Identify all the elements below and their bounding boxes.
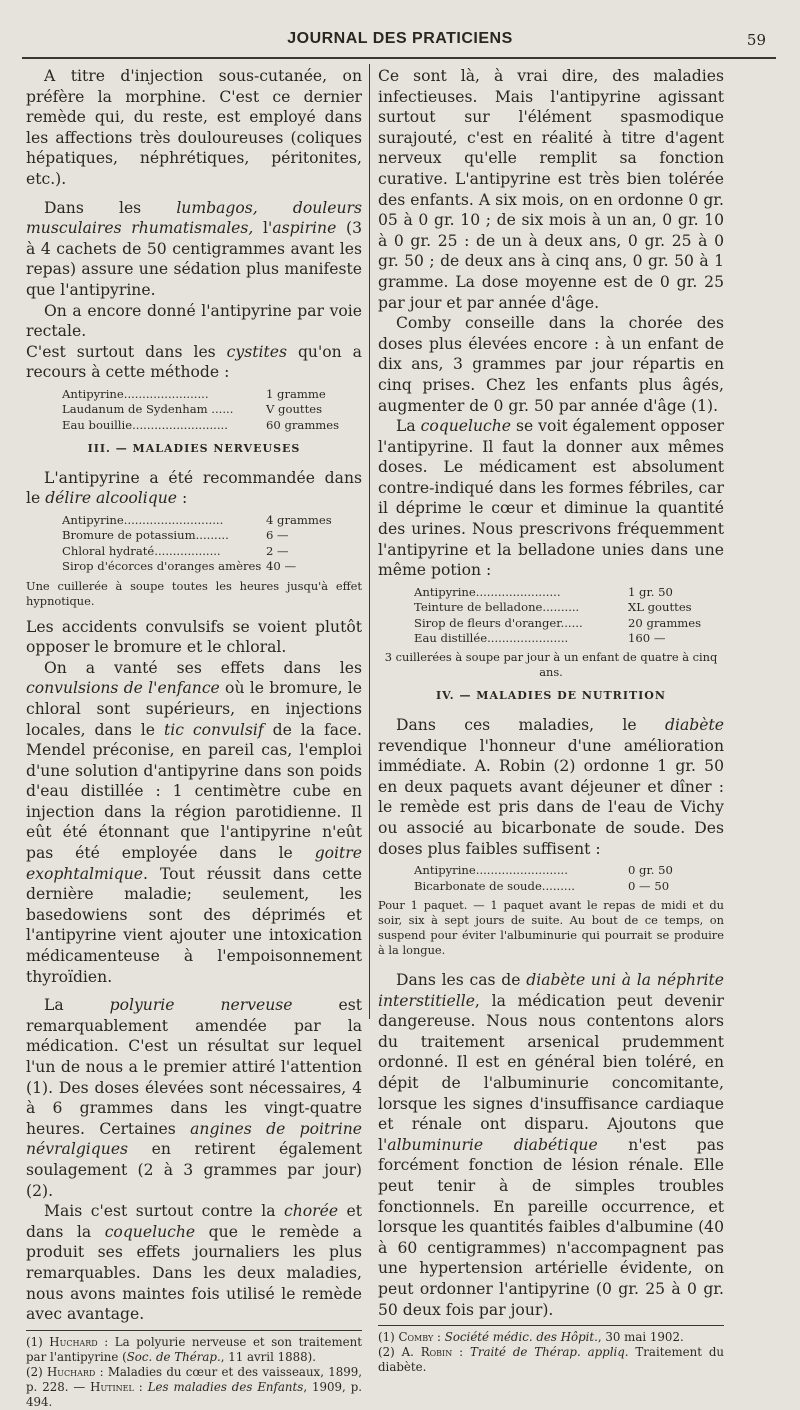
paragraph: On a encore donné l'antipyrine par voie rectale.: [26, 301, 362, 341]
paragraph: Ce sont là, à vrai dire, des maladies infectieuses. Mais l'antipyrine agissant surtout sur l'élément spasmodique surajouté, c'est en réalité à titre d'agent nerveux qu'elle remplit sa fonction curative. L'antipyrine est très bien tolérée des enfants. A six mois, on en ordonne 0 gr. 05 à 0 gr. 10 ; de six mois à un an, 0 gr. 10 à 0 gr. 25 : de un à deux ans, 0 gr. 25 à 0 gr. 50 ; de deux ans à cinq ans, 0 gr. 50 à 1 gramme. La dose moyenne est de 0 gr. 25 par jour et par année d'âge.: [378, 67, 724, 312]
footnote: (1) Comby : Société médic. des Hôpit., 30 mai 1902.: [378, 1330, 684, 1345]
prescription-cystites: [62, 387, 362, 433]
section-heading: III. — MALADIES NERVEUSES: [87, 442, 301, 456]
page-header: [20, 26, 780, 54]
prescription-row: Sirop de fleurs d'oranger...... 20 grammes: [414, 615, 702, 630]
prescription-row: Bromure de potassium......... 6 —: [62, 528, 289, 543]
running-title: JOURNAL DES PRATICIENS: [287, 30, 513, 47]
prescription-note: Une cuillerée à soupe toutes les heures jusqu'à effet hypnotique.: [26, 578, 362, 608]
paragraph: La coqueluche se voit également opposer l'antipyrine. Il faut la donner aux mêmes doses. Le médicament est absolument contre-indiqué dans les formes fébriles, car il déprime le cœur et diminue la quantité des urines. Nous prescrivons fréquemment l'antipyrine et la belladone unies dans une même potion :: [378, 417, 725, 580]
prescription-row: Antipyrine......................... 0 gr. 50: [414, 863, 673, 878]
prescription-note: Pour 1 paquet. — 1 paquet avant le repas de midi et du soir, six à sept jours de suite. Au bout de ce temps, on suspend pour éviter l'albuminurie qui pourrait se produire à la longue.: [378, 898, 724, 958]
paragraph: Comby conseille dans la chorée des doses plus élevées encore : à un enfant de dix ans, 3 grammes par jour répartis en cinq prises. Chez les enfants plus âgés, augmenter de 0 gr. 50 par année d'âge (1).: [378, 314, 724, 415]
prescription-row: Teinture de belladone.......... XL gouttes: [414, 600, 692, 615]
paragraph: Dans ces maladies, le diabète revendique l'honneur d'une amélioration immédiate. A. Robin (2) ordonne 1 gr. 50 en deux paquets avant déjeuner et dîner : le remède est pris dans de l'eau de Vichy ou associé au bicarbonate de soude. Des doses plus faibles suffisent :: [378, 716, 724, 858]
prescription-row: Bicarbonate de soude......... 0 — 50: [414, 878, 670, 893]
prescription-delire: [62, 513, 362, 575]
footnote: (2) A. Robin : Traité de Thérap. appliq. Traitement du diabète.: [378, 1345, 724, 1375]
page-number: 59: [746, 31, 766, 49]
right-column: [378, 66, 724, 1375]
paragraph: A titre d'injection sous-cutanée, on préfère la morphine. C'est ce dernier remède qui, du reste, est employé dans les affections très douloureuses (coliques hépatiques, néphrétiques, péritonites, etc.).: [26, 67, 362, 188]
prescription-diabete: [414, 863, 724, 894]
prescription-row: Laudanum de Sydenham ...... V gouttes: [62, 402, 323, 417]
paragraph: Dans les cas de diabète uni à la néphrite interstitielle, la médication peut devenir dangereuse. Nous nous contentons alors du traitement arsenical prudemment ordonné. Il est en général bien toléré, en dépit de l'albuminurie concomitante, lorsque les signes d'insuffisance cardiaque et rénale ont disparu. Ajoutons que l'albuminurie diabétique n'est pas forcément fonction de lésion rénale. Elle peut tenir à de simples troubles fonctionnels. En pareille occurrence, et lorsque les quantités faibles d'albumine (40 à 60 centigrammes) n'accompagnent pas une hypertension artérielle évidente, on peut ordonner l'antipyrine (0 gr. 25 à 0 gr. 50 deux fois par jour).: [378, 971, 725, 1319]
footnote: (1) Huchard : La polyurie nerveuse et son traitement par l'antipyrine (Soc. de Thérap., 11 avril 1888).: [26, 1334, 362, 1364]
prescription-row: Eau bouillie.......................... 60 grammes: [62, 417, 340, 432]
prescription-row: Antipyrine....................... 1 gr. 50: [414, 584, 673, 599]
prescription-row: Eau distillée...................... 160 —: [414, 631, 666, 646]
prescription-coqueluche: [414, 585, 724, 647]
prescription-note: 3 cuillerées à soupe par jour à un enfant de quatre à cinq ans.: [384, 650, 718, 680]
header-rule: [22, 57, 776, 59]
paragraph: La polyurie nerveuse est remarquablement amendée par la médication. C'est un résultat sur lequel l'un de nous a le premier attiré l'attention (1). Des doses élevées sont nécessaires, 4 à 6 grammes dans les vingt-quatre heures. Certaines angines de poitrine névralgiques en retirent également soulagement (2 à 3 grammes par jour) (2).: [26, 996, 363, 1200]
column-divider: [369, 64, 370, 1019]
footnote-rule: [26, 1330, 362, 1331]
prescription-row: Chloral hydraté.................. 2 —: [62, 543, 289, 558]
paragraph: Dans les lumbagos, douleurs musculaires rhumatismales, l'aspirine (3 à 4 cachets de 50 centigrammes avant les repas) assure une sédation plus manifeste que l'antipyrine.: [26, 198, 362, 299]
paragraph: L'antipyrine a été recommandée dans le délire alcoolique :: [26, 468, 362, 508]
prescription-row: Antipyrine........................... 4 grammes: [62, 512, 332, 527]
paragraph: Les accidents convulsifs se voient plutôt opposer le bromure et le chloral.: [26, 617, 362, 657]
footnote-rule: [378, 1325, 724, 1326]
prescription-row: Sirop d'écorces d'oranges amères 40 —: [62, 559, 297, 574]
left-column: [26, 66, 362, 1410]
paragraph: On a vanté ses effets dans les convulsions de l'enfance où le bromure, le chloral sont supérieurs, en injections locales, dans le tic convulsif de la face. Mendel préconise, en pareil cas, l'emploi d'une solution d'antipyrine dans son poids d'eau distillée : 1 centimètre cube en injection dans la région parotidienne. Il eût été étonnant que l'antipyrine n'eût pas été employée dans le goitre exophtalmique. Tout réussit dans cette dernière maladie; seulement, les basedowiens sont des déprimés et l'antipyrine vient ajouter une intoxication médicamenteuse à l'empoisonnement thyroïdien.: [26, 658, 363, 986]
prescription-row: Antipyrine....................... 1 gramme: [62, 386, 326, 401]
section-heading: IV. — MALADIES DE NUTRITION: [436, 689, 666, 703]
footnote: (2) Huchard : Maladies du cœur et des vaisseaux, 1899, p. 228. — Hutinel : Les maladies des Enfants, 1909, p. 494.: [26, 1364, 363, 1409]
paragraph: C'est surtout dans les cystites qu'on a recours à cette méthode :: [26, 342, 362, 382]
paragraph: Mais c'est surtout contre la chorée et dans la coqueluche que le remède a produit ses effets journaliers les plus remarquables. Dans les deux maladies, nous avons maintes fois utilisé le remède avec avantage.: [26, 1202, 363, 1324]
